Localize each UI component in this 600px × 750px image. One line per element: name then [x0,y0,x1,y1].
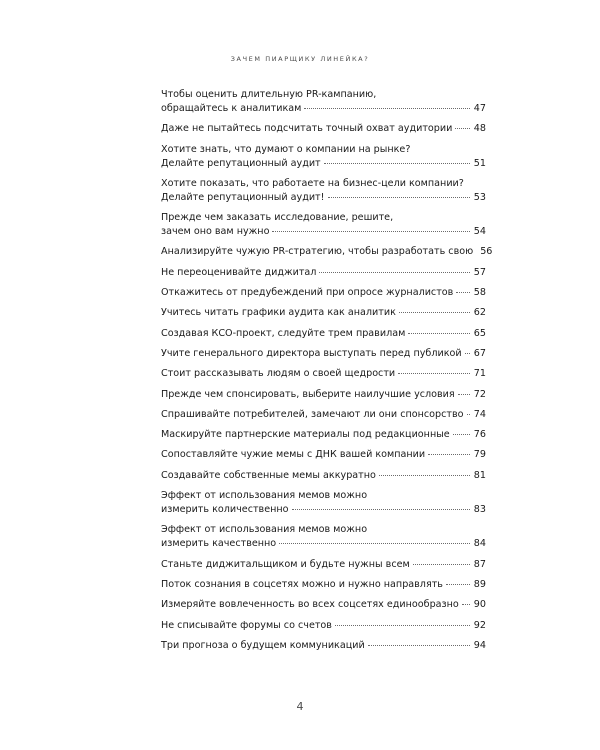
toc-entry-row [161,469,486,483]
toc-entry-row [161,245,493,259]
page-number: 4 [296,700,304,713]
dot-leader [379,475,470,476]
toc-entry-row [161,408,486,422]
dot-leader [458,394,470,395]
toc-entry-row [161,286,486,300]
toc-entry-row [161,266,486,280]
toc-entry[interactable] [161,598,486,612]
dot-leader [462,604,470,605]
toc-entry-title-line: измерить количественно [161,504,289,516]
table-of-contents [161,88,493,659]
toc-entry-page: 53 [473,191,486,203]
toc-entry[interactable] [161,143,486,171]
toc-entry[interactable] [161,177,486,205]
toc-entry-title-line: зачем оно вам нужно [161,226,270,238]
dot-leader [368,645,470,646]
dot-leader [413,564,470,565]
toc-entry[interactable] [161,428,486,442]
toc-entry-page: 62 [473,307,486,319]
toc-entry[interactable] [161,558,486,572]
toc-entry-page: 51 [473,157,486,169]
toc-entry-title-line: Анализируйте чужую PR-стратегию, чтобы разработать свою [161,246,474,258]
toc-entry[interactable] [161,327,486,341]
toc-entry[interactable] [161,639,486,653]
dot-leader [279,543,470,544]
toc-entry[interactable] [161,347,486,361]
toc-entry-title-line: Делайте репутационный аудит! [161,191,325,203]
toc-entry-row [161,388,486,402]
toc-entry-page: 72 [473,388,486,400]
dot-leader [328,197,470,198]
toc-entry[interactable] [161,619,486,633]
toc-entry-title-line: Спрашивайте потребителей, замечают ли они спонсорство [161,408,464,420]
toc-entry-page: 54 [473,226,486,238]
dot-leader [446,584,470,585]
toc-entry-title-line: Создавайте собственные мемы аккуратно [161,469,376,481]
toc-entry-row [161,347,486,361]
toc-entry-page: 58 [473,287,486,299]
toc-entry-title-line: обращайтесь к аналитикам [161,103,302,114]
toc-entry[interactable] [161,523,486,551]
toc-entry-row [161,327,486,341]
toc-entry-page: 57 [473,266,486,278]
dot-leader [408,333,469,334]
toc-entry[interactable] [161,245,493,259]
toc-entry-row [161,428,486,442]
toc-entry-title-line: измерить качественно [161,538,277,550]
dot-leader [324,163,470,164]
toc-entry-page: 47 [473,103,486,114]
toc-entry-title-line: Стоит рассказывать людям о своей щедрости [161,368,396,380]
toc-entry-page: 83 [473,504,486,516]
toc-entry-row [161,639,486,653]
toc-entry-row [161,598,486,612]
toc-entry-page: 67 [473,347,486,359]
dot-leader [467,414,470,415]
toc-entry[interactable] [161,448,486,462]
toc-entry-page: 48 [473,123,486,135]
toc-entry-title-line: Станьте диджитальщиком и будьте нужны всем [161,558,410,570]
toc-entry-title-line: Учите генерального директора выступать перед публикой [161,347,462,359]
toc-entry-title-line: Прежде чем спонсировать, выберите наилучшие условия [161,388,455,400]
toc-entry-row [161,619,486,633]
toc-entry-title-line: Эффект от использования мемов можно [161,490,368,502]
dot-leader [304,108,469,109]
toc-entry-page: 71 [473,368,486,380]
toc-entry[interactable] [161,88,486,116]
toc-entry-title-line: Хотите показать, что работаете на бизнес-цели компании? [161,177,464,189]
toc-entry[interactable] [161,388,486,402]
toc-entry-row [161,102,486,116]
toc-entry-title-line: Не списывайте форумы со счетов [161,619,332,631]
toc-entry[interactable] [161,489,486,517]
toc-entry[interactable] [161,367,486,381]
toc-entry-page: 56 [480,246,493,258]
running-head: ЗАЧЕМ ПИАРЩИКУ ЛИНЕЙКА? [230,55,370,63]
toc-entry[interactable] [161,211,486,239]
toc-entry-row [161,122,486,136]
toc-entry[interactable] [161,469,486,483]
toc-entry-row [161,448,486,462]
toc-entry-title-line: Хотите знать, что думают о компании на рынке? [161,143,411,155]
toc-entry-page: 81 [473,469,486,481]
toc-entry-title-line: Три прогноза о будущем коммуникаций [161,639,365,651]
toc-entry-title-line: Поток сознания в соцсетях можно и нужно направлять [161,578,443,590]
dot-leader [453,434,470,435]
toc-entry-row [161,191,486,205]
dot-leader [428,454,470,455]
dot-leader [398,373,470,374]
toc-entry-row [161,503,486,517]
toc-entry-page: 90 [473,599,486,611]
toc-entry-page: 79 [473,449,486,461]
dot-leader [292,509,470,510]
dot-leader [319,272,469,273]
toc-entry[interactable] [161,408,486,422]
toc-entry-title-line: Откажитесь от предубеждений при опросе журналистов [161,287,454,299]
toc-entry-title-line: Даже не пытайтесь подсчитать точный охват аудитории [161,123,453,135]
dot-leader [465,353,470,354]
toc-entry-page: 84 [473,538,486,550]
toc-entry-title-line: Чтобы оценить длительную PR-кампанию, [161,89,377,100]
toc-entry-row [161,157,486,171]
toc-entry[interactable] [161,578,486,592]
toc-entry-row [161,225,486,239]
toc-entry[interactable] [161,306,486,320]
toc-entry[interactable] [161,122,486,136]
toc-entry-title-line: Маскируйте партнерские материалы под редакционные [161,429,450,441]
toc-entry-page: 92 [473,619,486,631]
toc-entry-page: 74 [473,408,486,420]
toc-entry-title-line: Измеряйте вовлеченность во всех соцсетях единообразно [161,599,459,611]
toc-entry-title-line: Сопоставляйте чужие мемы с ДНК вашей компании [161,449,426,461]
toc-entry-title-line: Не переоценивайте диджитал [161,266,317,278]
toc-entry-title-line: Эффект от использования мемов можно [161,524,368,536]
dot-leader [399,312,470,313]
toc-entry-page: 76 [473,429,486,441]
toc-entry-page: 87 [473,558,486,570]
toc-entry-title-line: Учитесь читать графики аудита как аналитик [161,307,396,319]
toc-entry[interactable] [161,266,486,280]
toc-entry-page: 65 [473,327,486,339]
toc-entry-title-line: Создавая КСО-проект, следуйте трем правилам [161,327,406,339]
toc-entry-title-line: Прежде чем заказать исследование, решите, [161,212,394,224]
toc-entry-row [161,306,486,320]
dot-leader [272,231,469,232]
dot-leader [456,292,469,293]
toc-entry-row [161,558,486,572]
toc-entry-row [161,367,486,381]
dot-leader [335,625,470,626]
toc-entry[interactable] [161,286,486,300]
dot-leader [455,128,469,129]
toc-entry-page: 89 [473,578,486,590]
toc-entry-page: 94 [473,639,486,651]
toc-entry-row [161,537,486,551]
toc-entry-row [161,578,486,592]
toc-entry-title-line: Делайте репутационный аудит [161,157,321,169]
